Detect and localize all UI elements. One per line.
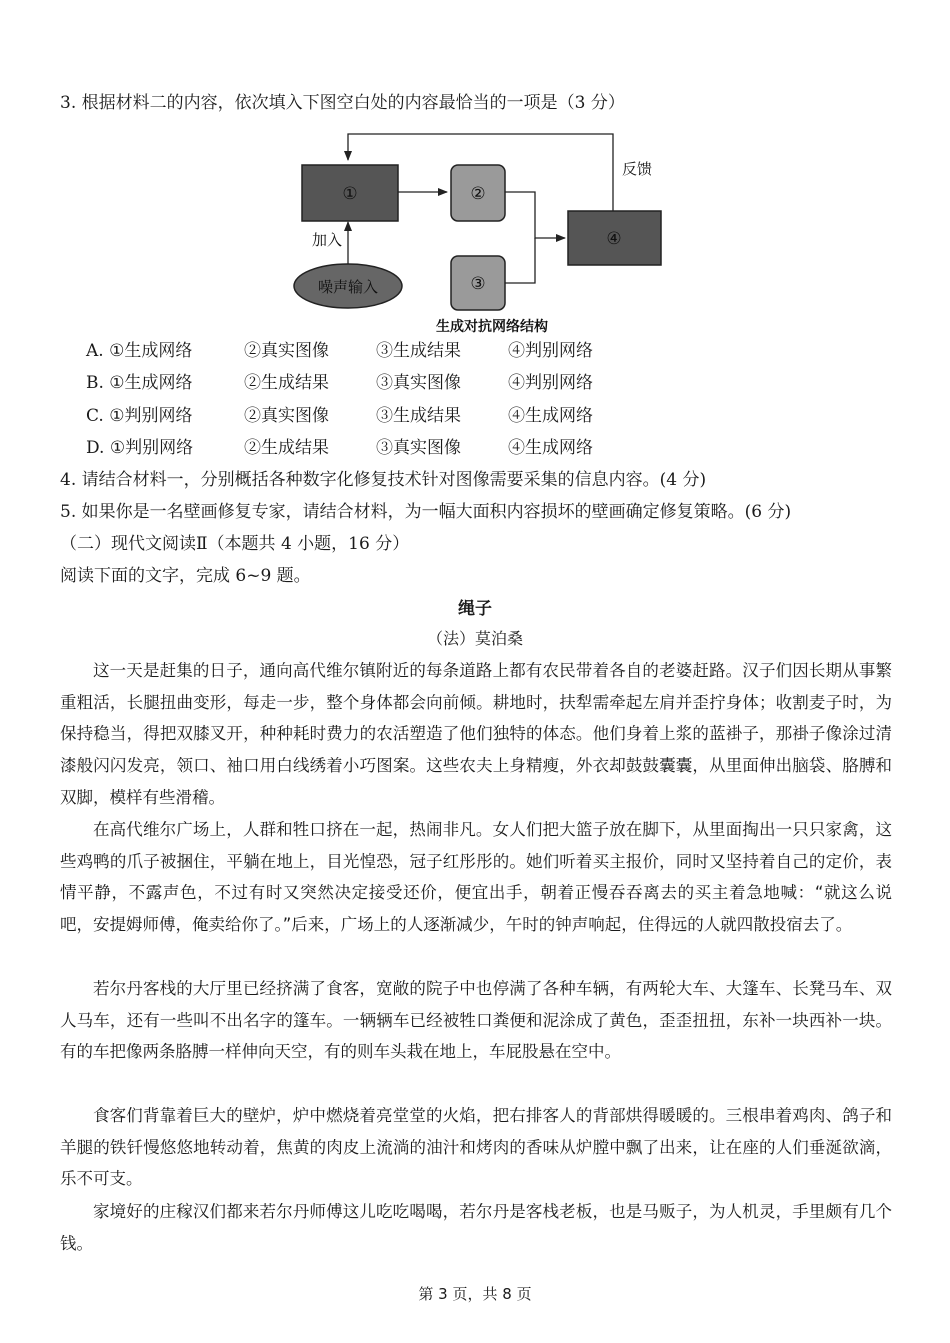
option-d [86, 436, 593, 460]
option-c [86, 404, 593, 428]
option-c-3: ③生成结果 [376, 406, 461, 426]
story-title: 绳子 [458, 599, 492, 619]
story-paragraph-1: 这一天是赶集的日子，通向高代维尔镇附近的每条道路上都有农民带着各自的老婆赶路。汉子们因长期从事繁重粗活，长腿扭曲变形，每走一步，整个身体都会向前倾。耕地时，扶犁需牵起左肩并歪拧身体；收割麦子时，为保持稳当，得把双膝叉开，种种耗时费力的农活塑造了他们独特的体态。他们身着上浆的蓝褂子，那褂子像涂过清漆般闪闪发亮，领口、袖口用白线绣着小巧图案。这些农夫上身精瘦，外衣却鼓鼓囊囊，从里面伸出脑袋、胳膊和双脚，模样有些滑稽。 [60, 661, 892, 807]
option-b-1: B. ①生成网络 [86, 373, 193, 393]
box-2-label: ② [470, 184, 486, 204]
option-b-2: ②生成结果 [244, 373, 329, 393]
option-d-2: ②生成结果 [244, 438, 329, 458]
noise-input-label: 噪声输入 [317, 278, 379, 296]
arrow-3-to-4 [505, 238, 535, 283]
section-heading: （二）现代文阅读Ⅱ（本题共 4 小题，16 分） [60, 534, 410, 554]
page-footer: 第 3 页，共 8 页 [418, 1285, 532, 1303]
option-c-1: C. ①判别网络 [86, 406, 193, 426]
option-b-3: ③真实图像 [376, 373, 461, 393]
story-paragraph-5: 家境好的庄稼汉们都来若尔丹师傅这儿吃吃喝喝，若尔丹是客栈老板，也是马贩子，为人机灵，手里颇有几个钱。 [60, 1202, 892, 1253]
option-a-3: ③生成结果 [376, 341, 461, 361]
option-a-2: ②真实图像 [244, 341, 329, 361]
add-label: 加入 [311, 231, 343, 249]
option-b-4: ④判别网络 [508, 373, 593, 393]
option-a-4: ④判别网络 [508, 341, 593, 361]
reading-instruction: 阅读下面的文字，完成 6~9 题。 [60, 566, 311, 586]
arrow-2-to-4 [505, 192, 565, 238]
option-a-1: A. ①生成网络 [86, 341, 193, 361]
question-5: 5. 如果你是一名壁画修复专家，请结合材料，为一幅大面积内容损坏的壁画确定修复策略。(6 分) [60, 502, 792, 522]
gan-structure-diagram [0, 0, 950, 340]
option-b [86, 371, 593, 395]
story-paragraph-4: 食客们背靠着巨大的壁炉，炉中燃烧着亮堂堂的火焰，把右排客人的背部烘得暖暖的。三根串着鸡肉、鸽子和羊腿的铁钎慢悠悠地转动着，焦黄的肉皮上流淌的油汁和烤肉的香味从炉膛中飘了出来，让在座的人们垂涎欲滴，乐不可支。 [60, 1106, 892, 1189]
question-3-stem: 3. 根据材料二的内容，依次填入下图空白处的内容最恰当的一项是（3 分） [60, 93, 625, 113]
option-d-3: ③真实图像 [376, 438, 461, 458]
option-d-1: D. ①判别网络 [86, 438, 194, 458]
box-1-label: ① [342, 184, 358, 204]
story-author: （法）莫泊桑 [426, 629, 523, 648]
option-d-4: ④生成网络 [508, 438, 593, 458]
option-c-4: ④生成网络 [508, 406, 593, 426]
question-4: 4. 请结合材料一，分别概括各种数字化修复技术针对图像需要采集的信息内容。(4 分) [60, 470, 707, 490]
box-3-label: ③ [470, 274, 486, 294]
diagram-caption: 生成对抗网络结构 [436, 319, 548, 335]
feedback-label: 反馈 [621, 160, 653, 178]
option-c-2: ②真实图像 [244, 406, 329, 426]
story-paragraph-3: 若尔丹客栈的大厅里已经挤满了食客，宽敞的院子中也停满了各种车辆，有两轮大车、大篷车、长凳马车、双人马车，还有一些叫不出名字的篷车。一辆辆车已经被牲口粪便和泥涂成了黄色，歪歪扭扭，东补一块西补一块。有的车把像两条胳膊一样伸向天空，有的则车头栽在地上，车屁股悬在空中。 [60, 979, 892, 1062]
box-4-label: ④ [606, 229, 622, 249]
story-paragraph-2: 在高代维尔广场上，人群和牲口挤在一起，热闹非凡。女人们把大篮子放在脚下，从里面掏出一只只家禽，这些鸡鸭的爪子被捆住，平躺在地上，目光惶恐，冠子红彤彤的。她们听着买主报价，同时又坚持着自己的定价，表情平静，不露声色，不过有时又突然决定接受还价，便宜出手，朝着正慢吞吞离去的买主着急地喊：“就这么说吧，安提姆师傅，俺卖给你了。”后来，广场上的人逐渐减少，午时的钟声响起，住得远的人就四散投宿去了。 [60, 820, 892, 935]
option-a [86, 339, 593, 363]
